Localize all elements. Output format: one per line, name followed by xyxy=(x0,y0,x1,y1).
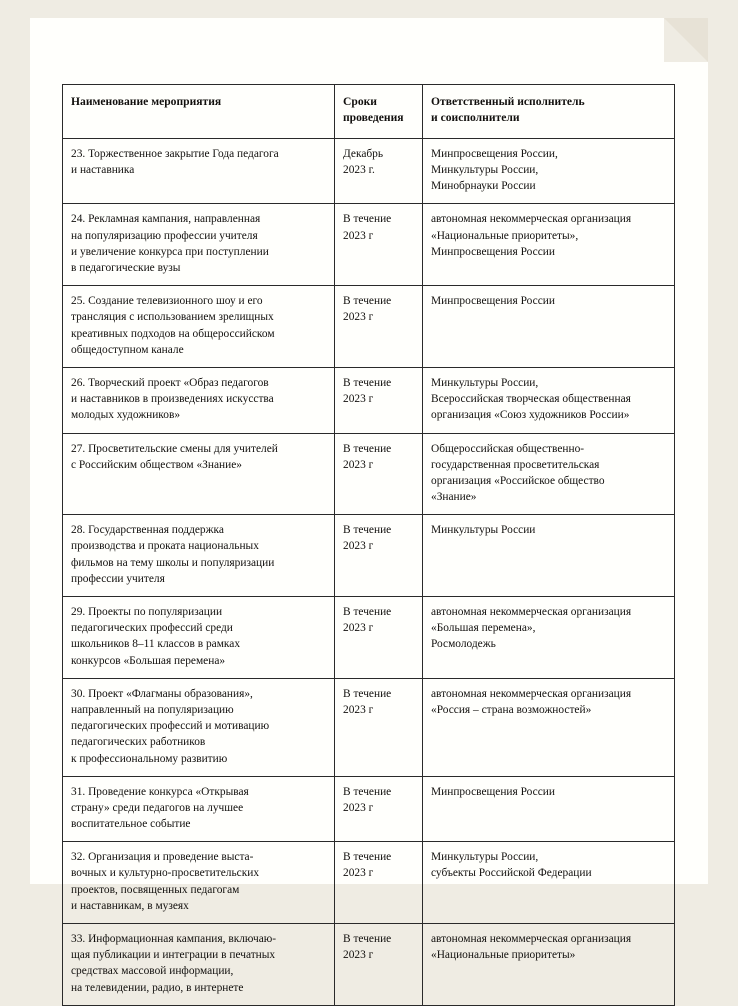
text-line: педагогических профессий среди xyxy=(71,622,233,635)
cell-event xyxy=(63,433,335,515)
text-line: автономная некоммерческая организация xyxy=(431,606,632,619)
text-line: на телевидении, радио, в интернете xyxy=(71,981,244,994)
text-line: и соисполнители xyxy=(431,111,520,125)
text-line: школьников 8–11 классов в рамках xyxy=(71,638,241,651)
column-header-dates xyxy=(335,85,423,139)
text-line: автономная некоммерческая организация xyxy=(431,933,632,946)
text-line: производства и проката национальных xyxy=(71,540,259,553)
cell-dates xyxy=(335,924,423,1006)
text-line: Минкультуры России, xyxy=(431,376,539,389)
text-line: «Национальные приоритеты», xyxy=(431,229,579,242)
text-line: общедоступном канале xyxy=(71,343,184,356)
cell-event xyxy=(63,515,335,597)
cell-event xyxy=(63,367,335,433)
text-line: страну» среди педагогов на лучшее xyxy=(71,801,244,814)
text-line: Общероссийская общественно- xyxy=(431,442,585,455)
text-line: 28. Государственная поддержка xyxy=(71,524,224,537)
text-line: воспитательное событие xyxy=(71,818,191,831)
text-line: Минпросвещения России, xyxy=(431,147,558,160)
text-line: 2023 г xyxy=(343,867,374,880)
cell-event xyxy=(63,924,335,1006)
text-line: 27. Просветительские смены для учителей xyxy=(71,442,278,455)
table-row xyxy=(63,433,675,515)
text-line: 2023 г. xyxy=(343,164,375,177)
text-line: 31. Проведение конкурса «Открывая xyxy=(71,785,249,798)
cell-event xyxy=(63,204,335,286)
text-line: «Национальные приоритеты» xyxy=(431,949,576,962)
text-line: Минкультуры России, xyxy=(431,851,539,864)
text-line: Минкультуры России, xyxy=(431,164,539,177)
text-line: 2023 г xyxy=(343,393,374,406)
text-line: В течение xyxy=(343,851,392,864)
text-line: 2023 г xyxy=(343,458,374,471)
table-row xyxy=(63,138,675,204)
text-line: с Российским обществом «Знание» xyxy=(71,458,242,471)
text-line: 26. Творческий проект «Образ педагогов xyxy=(71,376,269,389)
text-line: 24. Рекламная кампания, направленная xyxy=(71,213,261,226)
text-line: в педагогические вузы xyxy=(71,262,181,275)
cell-dates xyxy=(335,433,423,515)
text-line: организация «Союз художников России» xyxy=(431,409,630,422)
text-line: к профессиональному развитию xyxy=(71,752,228,765)
text-line: Минпросвещения России xyxy=(431,785,555,798)
text-line: «Знание» xyxy=(431,491,477,504)
text-line: и наставникам, в музеях xyxy=(71,899,189,912)
cell-responsible xyxy=(423,204,675,286)
text-line: трансляция с использованием зрелищных xyxy=(71,311,274,324)
table-row xyxy=(63,924,675,1006)
cell-event xyxy=(63,138,335,204)
cell-responsible xyxy=(423,924,675,1006)
text-line: Ответственный исполнитель xyxy=(431,95,585,108)
text-line: на популяризацию профессии учителя xyxy=(71,229,258,242)
text-line: 2023 г xyxy=(343,703,374,716)
text-line: 2023 г xyxy=(343,622,374,635)
cell-event xyxy=(63,597,335,679)
cell-dates xyxy=(335,204,423,286)
text-line: проектов, посвященных педагогам xyxy=(71,883,240,896)
text-line: Минпросвещения России xyxy=(431,245,555,258)
text-line: конкурсов «Большая перемена» xyxy=(71,654,226,667)
text-line: 2023 г xyxy=(343,229,374,242)
cell-dates xyxy=(335,678,423,776)
text-line: государственная просветительская xyxy=(431,458,600,471)
text-line: 23. Торжественное закрытие Года педагога xyxy=(71,147,279,160)
column-header-responsible xyxy=(423,85,675,139)
cell-responsible xyxy=(423,515,675,597)
text-line: В течение xyxy=(343,295,392,308)
text-line: педагогических профессий и мотивацию xyxy=(71,720,270,733)
text-line: креативных подходов на общероссийском xyxy=(71,327,275,340)
text-line: направленный на популяризацию xyxy=(71,703,234,716)
text-line: В течение xyxy=(343,687,392,700)
text-line: Сроки xyxy=(343,95,377,108)
text-line: автономная некоммерческая организация xyxy=(431,213,632,226)
text-line: 2023 г xyxy=(343,311,374,324)
cell-responsible xyxy=(423,678,675,776)
text-line: 29. Проекты по популяризации xyxy=(71,606,223,619)
table-row xyxy=(63,842,675,924)
text-line: Всероссийская творческая общественная xyxy=(431,393,631,406)
text-line: Минобрнауки России xyxy=(431,180,536,193)
text-line: молодых художников» xyxy=(71,409,181,422)
text-line: вочных и культурно-просветительских xyxy=(71,867,260,880)
text-line: Минпросвещения России xyxy=(431,295,555,308)
text-line: В течение xyxy=(343,933,392,946)
text-line: и наставников в произведениях искусства xyxy=(71,393,274,406)
cell-responsible xyxy=(423,286,675,368)
page-fold-corner xyxy=(664,18,708,62)
text-line: Наименование мероприятия xyxy=(71,95,222,108)
document-content xyxy=(62,84,674,1006)
table-row xyxy=(63,286,675,368)
text-line: В течение xyxy=(343,606,392,619)
text-line: 2023 г xyxy=(343,949,374,962)
cell-event xyxy=(63,286,335,368)
cell-dates xyxy=(335,138,423,204)
text-line: Росмолодежь xyxy=(431,638,496,651)
cell-dates xyxy=(335,776,423,842)
text-line: В течение xyxy=(343,785,392,798)
column-header-event xyxy=(63,85,335,139)
text-line: проведения xyxy=(343,111,404,125)
text-line: 32. Организация и проведение выста- xyxy=(71,851,254,864)
text-line: В течение xyxy=(343,376,392,389)
cell-dates xyxy=(335,842,423,924)
text-line: щая публикации и интеграции в печатных xyxy=(71,949,276,962)
text-line: 33. Информационная кампания, включаю- xyxy=(71,933,277,946)
cell-responsible xyxy=(423,138,675,204)
text-line: и наставника xyxy=(71,164,135,177)
table-row xyxy=(63,776,675,842)
cell-dates xyxy=(335,286,423,368)
cell-event xyxy=(63,776,335,842)
table-row xyxy=(63,515,675,597)
cell-dates xyxy=(335,515,423,597)
cell-responsible xyxy=(423,367,675,433)
cell-responsible xyxy=(423,842,675,924)
text-line: 2023 г xyxy=(343,801,374,814)
text-line: 25. Создание телевизионного шоу и его xyxy=(71,295,263,308)
text-line: фильмов на тему школы и популяризации xyxy=(71,556,275,569)
cell-event xyxy=(63,842,335,924)
text-line: Минкультуры России xyxy=(431,524,536,537)
text-line: профессии учителя xyxy=(71,572,165,585)
table-body xyxy=(63,138,675,1005)
text-line: автономная некоммерческая организация xyxy=(431,687,632,700)
text-line: Декабрь xyxy=(343,147,384,160)
text-line: 30. Проект «Флагманы образования», xyxy=(71,687,253,700)
text-line: средствах массовой информации, xyxy=(71,965,234,978)
text-line: организация «Российское общество xyxy=(431,474,605,487)
text-line: педагогических работников xyxy=(71,736,206,749)
text-line: В течение xyxy=(343,442,392,455)
table-header-row xyxy=(63,85,675,139)
table-row xyxy=(63,678,675,776)
cell-responsible xyxy=(423,433,675,515)
table-row xyxy=(63,597,675,679)
table-row xyxy=(63,204,675,286)
text-line: «Большая перемена», xyxy=(431,622,536,635)
cell-event xyxy=(63,678,335,776)
text-line: «Россия – страна возможностей» xyxy=(431,703,592,716)
text-line: В течение xyxy=(343,213,392,226)
text-line: субъекты Российской Федерации xyxy=(431,867,592,880)
events-table xyxy=(62,84,675,1006)
cell-responsible xyxy=(423,597,675,679)
text-line: и увеличение конкурса при поступлении xyxy=(71,245,269,258)
table-row xyxy=(63,367,675,433)
document-page xyxy=(30,18,708,994)
cell-dates xyxy=(335,597,423,679)
cell-dates xyxy=(335,367,423,433)
text-line: 2023 г xyxy=(343,540,374,553)
table-header xyxy=(63,85,675,139)
page-fold-triangle xyxy=(664,18,708,62)
cell-responsible xyxy=(423,776,675,842)
text-line: В течение xyxy=(343,524,392,537)
